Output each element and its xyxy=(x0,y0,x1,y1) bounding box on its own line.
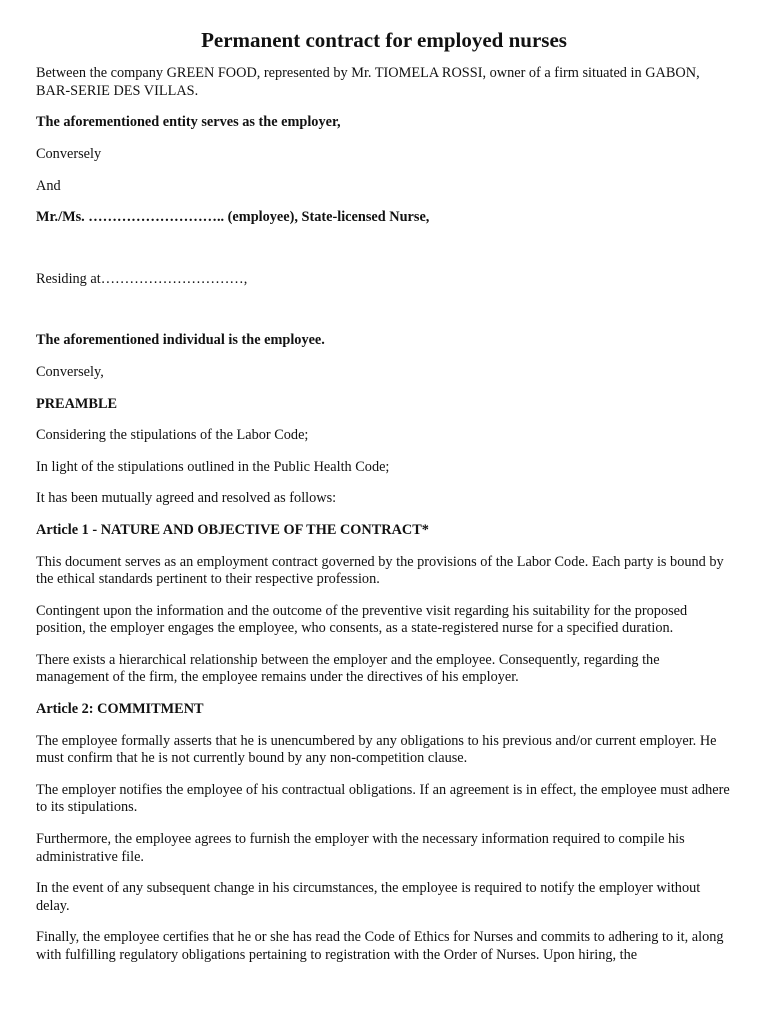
article-2-paragraph-5: Finally, the employee certifies that he or she has read the Code of Ethics for Nurses and commits to adhering to it, along with fulfilling regulatory obligations pertaining to registration with the Order of Nurses. Upon hiring, the xyxy=(36,929,724,963)
article-1-heading: Article 1 - NATURE AND OBJECTIVE OF THE CONTRACT* xyxy=(36,521,429,538)
article-1-paragraph-3: There exists a hierarchical relationship between the employer and the employee. Consequently, regarding the management of the firm, the employee remains under the directives of his employer. xyxy=(36,651,660,686)
article-1-paragraph-1: This document serves as an employment contract governed by the provisions of the Labor Code. Each party is bound by the ethical standards pertinent to their respective profession. xyxy=(36,553,724,588)
article-2-paragraph-2: The employer notifies the employee of his contractual obligations. If an agreement is in effect, the employee must adhere to its stipulations. xyxy=(36,781,730,816)
conversely-text: Conversely xyxy=(36,145,102,162)
article-1-paragraph-2: Contingent upon the information and the outcome of the preventive visit regarding his suitability for the proposed position, the employer engages the employee, who consents, as a state-registered nurse for a specified duration. xyxy=(36,602,688,637)
document-title: Permanent contract for employed nurses xyxy=(201,28,567,52)
labor-code-paragraph: Considering the stipulations of the Labor Code; xyxy=(36,427,309,444)
agreement-paragraph: It has been mutually agreed and resolved as follows: xyxy=(36,490,337,507)
conversely-text-2: Conversely, xyxy=(36,363,104,380)
employee-designation: The aforementioned individual is the employee. xyxy=(36,332,325,349)
article-2-paragraph-3: Furthermore, the employee agrees to furnish the employer with the necessary information required to compile his administrative file. xyxy=(36,831,685,865)
preamble-heading: PREAMBLE xyxy=(36,395,118,412)
article-2-heading: Article 2: COMMITMENT xyxy=(36,701,204,718)
article-2-paragraph-4: In the event of any subsequent change in his circumstances, the employee is required to notify the employer without delay. xyxy=(36,880,701,914)
article-2-paragraph-1: The employee formally asserts that he is unencumbered by any obligations to his previous and/or current employer. He must confirm that he is not currently bound by any non-competition clause. xyxy=(36,732,717,767)
parties-employer-paragraph: Between the company GREEN FOOD, represented by Mr. TIOMELA ROSSI, owner of a firm situated in GABON, BAR-SERIE DES VILLAS. xyxy=(36,65,700,99)
public-health-code-paragraph: In light of the stipulations outlined in the Public Health Code; xyxy=(36,458,390,475)
residence-line: Residing at…………………………, xyxy=(36,270,248,287)
employer-designation: The aforementioned entity serves as the employer, xyxy=(36,114,341,131)
employee-name-line: Mr./Ms. ……………………….. (employee), State-licensed Nurse, xyxy=(36,209,430,226)
and-text: And xyxy=(36,177,61,194)
